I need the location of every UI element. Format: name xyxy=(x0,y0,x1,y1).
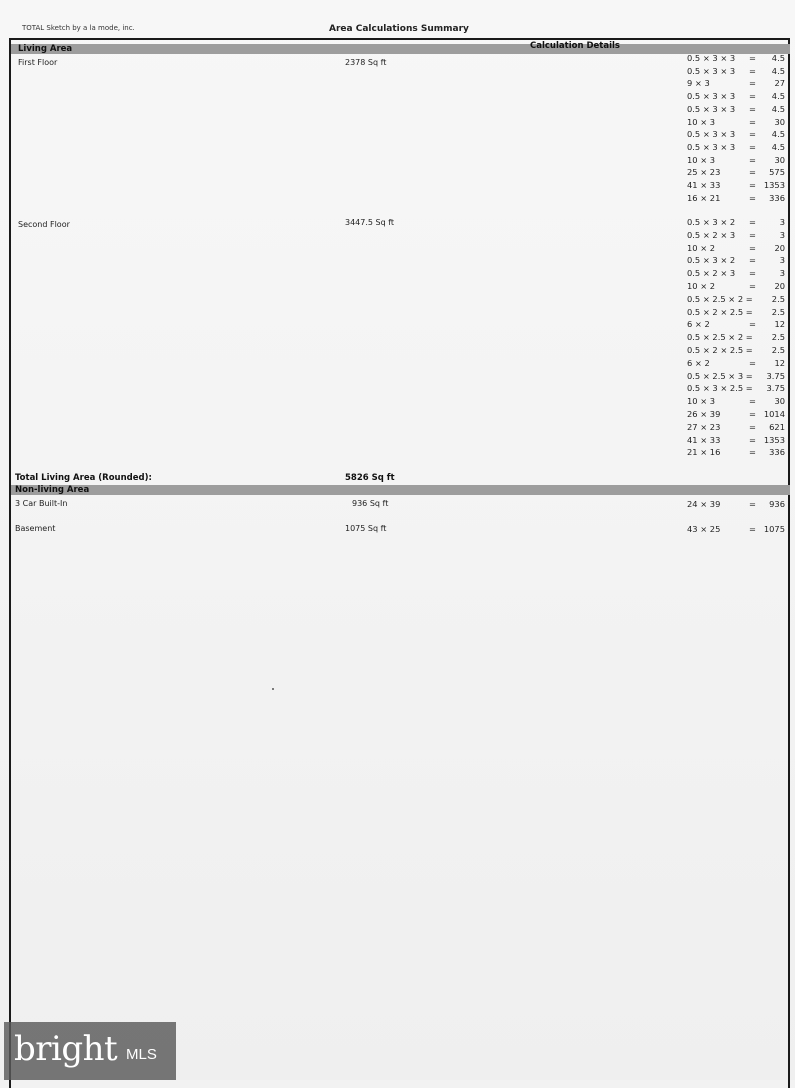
calc-result: 2.5 xyxy=(771,293,785,304)
calc-row xyxy=(687,142,787,154)
calc-expression: 0.5 × 3 × 3 xyxy=(687,53,736,63)
total-living-area-value: 5826 Sq ft xyxy=(345,473,395,483)
calc-result: 3 xyxy=(779,268,785,279)
logo-wordmark: bright xyxy=(14,1029,118,1069)
calc-expression: 24 × 39 xyxy=(687,499,721,509)
calc-equals: = xyxy=(749,192,756,203)
calc-row xyxy=(687,332,787,344)
calc-expression: 0.5 × 3 × 2.5 = xyxy=(687,383,753,394)
second-floor-area: 3447.5 Sq ft xyxy=(345,218,395,227)
calc-result: 336 xyxy=(769,447,785,458)
calc-row xyxy=(687,167,787,179)
calc-row xyxy=(687,104,787,116)
calc-result: 1353 xyxy=(763,434,785,445)
summary-frame xyxy=(9,38,790,1088)
calc-expression: 0.5 × 3 × 3 xyxy=(687,141,736,152)
calc-row xyxy=(687,307,787,319)
living-area-bar xyxy=(11,44,790,54)
calc-result: 2.5 xyxy=(771,332,785,343)
calc-row xyxy=(687,117,787,129)
calc-equals: = xyxy=(749,499,756,509)
calc-result: 20 xyxy=(774,281,785,291)
calc-equals: = xyxy=(749,53,756,63)
calc-result: 575 xyxy=(769,167,785,178)
paper-speck xyxy=(272,688,274,690)
logo-mls: MLS xyxy=(126,1046,157,1063)
calc-result: 3.75 xyxy=(766,370,785,381)
bright-mls-logo xyxy=(4,1022,176,1080)
calc-row xyxy=(687,180,787,192)
calc-result: 12 xyxy=(774,319,785,330)
calc-equals: = xyxy=(749,167,756,178)
calc-expression: 0.5 × 3 × 3 xyxy=(687,129,736,140)
calc-equals: = xyxy=(749,281,756,291)
calc-expression: 0.5 × 2 × 2.5 = xyxy=(687,345,753,355)
total-living-area-label: Total Living Area (Rounded): xyxy=(15,473,152,483)
calc-equals: = xyxy=(749,116,756,127)
calc-result: 4.5 xyxy=(771,103,785,114)
calc-expression: 0.5 × 3 × 2 xyxy=(687,217,736,227)
calc-result: 4.5 xyxy=(771,129,785,140)
calc-result: 30 xyxy=(774,116,785,127)
calc-equals: = xyxy=(749,141,756,152)
calc-result: 336 xyxy=(769,192,785,203)
calc-result: 3 xyxy=(779,217,785,227)
calc-result: 30 xyxy=(774,154,785,165)
calc-equals: = xyxy=(749,524,756,534)
calc-equals: = xyxy=(749,268,756,279)
calc-expression: 25 × 23 xyxy=(687,167,721,178)
calc-row xyxy=(687,281,787,293)
calc-row xyxy=(687,383,787,395)
calc-row xyxy=(687,409,787,421)
calc-expression: 27 × 23 xyxy=(687,421,721,432)
basement-label: Basement xyxy=(15,524,56,533)
first-floor-label: First Floor xyxy=(18,58,58,67)
calc-result: 2.5 xyxy=(771,345,785,355)
calc-expression: 0.5 × 2 × 3 xyxy=(687,268,736,279)
calc-expression: 9 × 3 xyxy=(687,78,710,89)
calc-equals: = xyxy=(749,357,756,368)
calc-equals: = xyxy=(749,255,756,266)
calc-equals: = xyxy=(749,217,756,227)
calc-expression: 0.5 × 2 × 3 xyxy=(687,229,736,240)
calc-expression: 26 × 39 xyxy=(687,409,721,419)
calc-row xyxy=(687,371,787,383)
calc-expression: 10 × 3 xyxy=(687,396,716,407)
calc-row xyxy=(687,319,787,331)
calc-result: 1014 xyxy=(763,409,785,419)
calc-expression: 0.5 × 2.5 × 2 = xyxy=(687,293,753,304)
calc-row xyxy=(687,358,787,370)
calc-equals: = xyxy=(749,396,756,407)
calc-expression: 10 × 3 xyxy=(687,154,716,165)
calc-row xyxy=(687,230,787,242)
calc-row xyxy=(687,435,787,447)
calc-equals: = xyxy=(749,78,756,89)
calc-result: 4.5 xyxy=(771,53,785,63)
non-living-area-heading: Non-living Area xyxy=(15,485,90,495)
calc-equals: = xyxy=(749,91,756,102)
calc-expression: 0.5 × 2.5 × 2 = xyxy=(687,332,753,343)
calc-row xyxy=(687,268,787,280)
calc-equals: = xyxy=(749,229,756,240)
calc-result: 621 xyxy=(769,421,785,432)
basement-area: 1075 Sq ft xyxy=(345,524,387,533)
calc-row xyxy=(687,53,787,65)
calc-result: 12 xyxy=(774,357,785,368)
calc-row xyxy=(687,345,787,357)
calc-equals: = xyxy=(749,129,756,140)
calc-row xyxy=(687,129,787,141)
calc-result: 4.5 xyxy=(771,65,785,76)
calc-expression: 10 × 3 xyxy=(687,116,716,127)
calc-row xyxy=(687,193,787,205)
second-floor-label: Second Floor xyxy=(18,220,70,229)
calc-row xyxy=(687,66,787,78)
calc-expression: 6 × 2 xyxy=(687,319,710,330)
calc-expression: 10 × 2 xyxy=(687,242,716,253)
calc-result: 1075 xyxy=(763,524,785,534)
document-title: Area Calculations Summary xyxy=(329,24,469,34)
calc-equals: = xyxy=(749,319,756,330)
calc-expression: 41 × 33 xyxy=(687,434,721,445)
calc-result: 4.5 xyxy=(771,141,785,152)
first-floor-area: 2378 Sq ft xyxy=(345,58,387,67)
calc-expression: 10 × 2 xyxy=(687,281,716,291)
calc-expression: 0.5 × 3 × 3 xyxy=(687,103,736,114)
basement-calculation xyxy=(687,524,787,536)
calc-expression: 0.5 × 3 × 3 xyxy=(687,65,736,76)
calc-result: 4.5 xyxy=(771,91,785,102)
calc-result: 3 xyxy=(779,229,785,240)
calc-result: 2.5 xyxy=(771,306,785,317)
garage-area: 936 Sq ft xyxy=(352,499,389,508)
calc-expression: 16 × 21 xyxy=(687,192,721,203)
calc-row xyxy=(687,78,787,90)
calc-equals: = xyxy=(749,154,756,165)
calc-result: 30 xyxy=(774,396,785,407)
calc-row xyxy=(687,294,787,306)
calc-expression: 0.5 × 2 × 2.5 = xyxy=(687,306,753,317)
calc-equals: = xyxy=(749,421,756,432)
calc-result: 3.75 xyxy=(766,383,785,394)
non-living-area-bar xyxy=(11,485,790,495)
calc-result: 1353 xyxy=(763,180,785,190)
calc-expression: 6 × 2 xyxy=(687,357,710,368)
calc-row xyxy=(687,91,787,103)
calc-expression: 0.5 × 3 × 2 xyxy=(687,255,736,266)
calc-result: 20 xyxy=(774,242,785,253)
calc-equals: = xyxy=(749,242,756,253)
calc-equals: = xyxy=(749,409,756,419)
calc-expression: 43 × 25 xyxy=(687,524,721,534)
living-area-heading: Living Area xyxy=(18,44,73,54)
calc-equals: = xyxy=(749,180,756,190)
calc-result: 936 xyxy=(769,499,785,509)
calc-result: 27 xyxy=(774,78,785,89)
garage-label: 3 Car Built-In xyxy=(15,499,68,508)
garage-calculation xyxy=(687,499,787,511)
calculation-details-heading: Calculation Details xyxy=(530,41,620,51)
calc-equals: = xyxy=(749,103,756,114)
calc-row xyxy=(687,155,787,167)
calc-expression: 21 × 16 xyxy=(687,447,721,458)
calc-result: 3 xyxy=(779,255,785,266)
calc-row xyxy=(687,396,787,408)
calc-expression: 0.5 × 2.5 × 3 = xyxy=(687,370,753,381)
calc-row xyxy=(687,422,787,434)
software-credit: TOTAL Sketch by a la mode, inc. xyxy=(22,24,135,32)
calc-row xyxy=(687,243,787,255)
calc-expression: 41 × 33 xyxy=(687,180,721,190)
calc-row xyxy=(687,447,787,459)
calc-expression: 0.5 × 3 × 3 xyxy=(687,91,736,102)
calc-row xyxy=(687,255,787,267)
calc-equals: = xyxy=(749,434,756,445)
calc-equals: = xyxy=(749,65,756,76)
calc-row xyxy=(687,217,787,229)
calc-equals: = xyxy=(749,447,756,458)
